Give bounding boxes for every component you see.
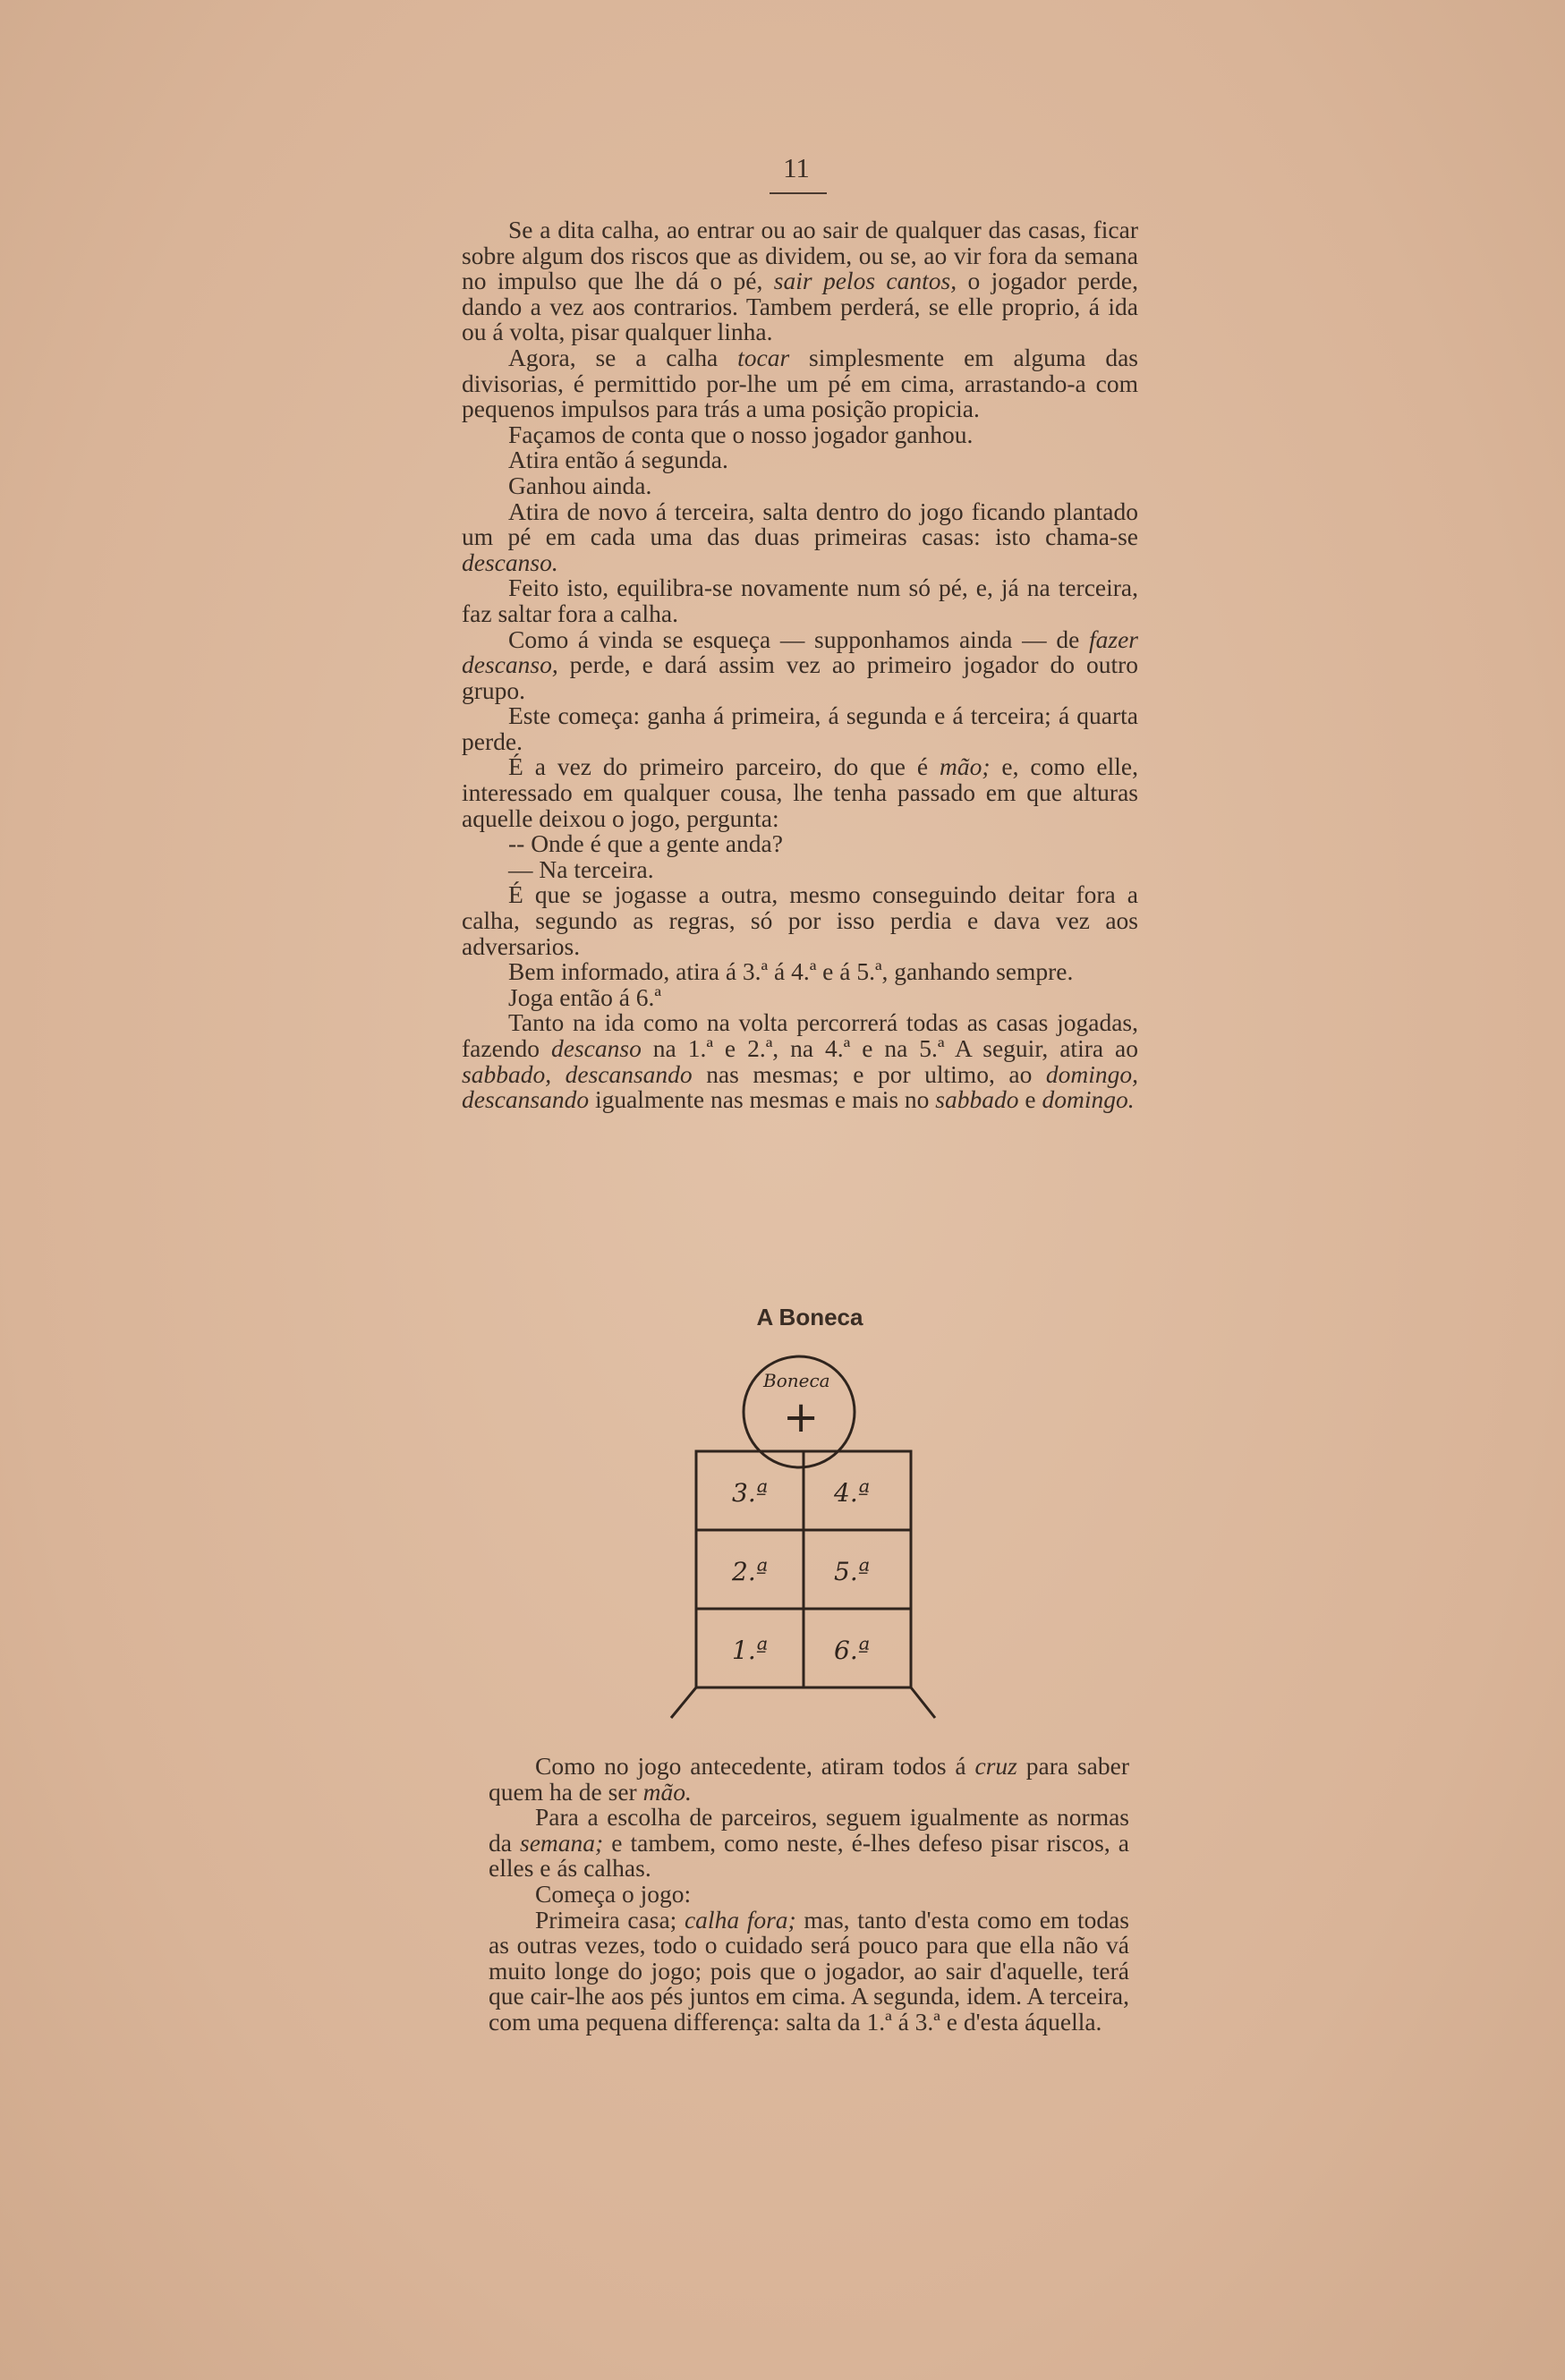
text-run: Atira então á segunda. bbox=[508, 446, 728, 474]
cell-label: 3.ª bbox=[732, 1478, 769, 1508]
text-run: e, como elle, interessado em qualquer cousa, lhe tenha passado em que alturas aquelle deixou o jogo, pergunta: bbox=[462, 752, 1138, 832]
italic-run: domingo. bbox=[1042, 1085, 1135, 1114]
text-run: igualmente nas mesmas e mais no bbox=[589, 1085, 936, 1114]
text-run: — Na terceira. bbox=[508, 854, 654, 883]
paragraph bbox=[462, 575, 1138, 626]
leg-right bbox=[911, 1687, 935, 1718]
paragraph bbox=[462, 217, 1138, 345]
italic-run: semana; bbox=[520, 1828, 604, 1857]
paragraph bbox=[462, 959, 1138, 985]
paragraph bbox=[489, 1754, 1129, 1805]
paragraph bbox=[462, 345, 1138, 422]
paragraph bbox=[462, 754, 1138, 831]
italic-run: sair pelos cantos, bbox=[773, 267, 957, 295]
text-run: o jogador perde, dando a vez aos contrarios. Tambem perderá, se elle proprio, á ida ou á volta, pisar qualquer linha. bbox=[462, 267, 1139, 346]
paragraph bbox=[462, 982, 1138, 1011]
text-run: Tanto na ida como na volta percorrerá todas as casas jogadas, fazendo bbox=[462, 1008, 1138, 1062]
italic-run: tocar bbox=[737, 343, 790, 371]
cell-label: 6.ª bbox=[834, 1636, 871, 1665]
body-text-upper bbox=[462, 217, 1138, 1113]
cell-label: 5.ª bbox=[834, 1557, 871, 1586]
text-run: Para a escolha de parceiros, seguem igualmente as normas da bbox=[489, 1803, 1129, 1857]
italic-run: domingo, descansando bbox=[462, 1059, 1138, 1114]
paragraph bbox=[462, 1010, 1138, 1112]
paragraph bbox=[462, 422, 1138, 448]
cell-label: 1.ª bbox=[732, 1636, 769, 1665]
italic-run: fazer descanso, bbox=[462, 625, 1138, 679]
paragraph bbox=[462, 499, 1138, 576]
text-run: Ganhou ainda. bbox=[508, 471, 652, 499]
text-run: Agora, se a calha bbox=[508, 343, 738, 371]
text-run: e bbox=[1018, 1085, 1042, 1114]
text-run: Se a dita calha, ao entrar ou ao sair de qualquer das casas, ficar sobre algum dos riscos que as dividem, ou se, ao vir fora da semana no impulso que lhe dá o pé, bbox=[462, 216, 1138, 295]
cross-icon: + bbox=[783, 1392, 820, 1442]
paragraph bbox=[462, 703, 1138, 754]
page-number-rule bbox=[770, 192, 827, 194]
text-run: nas mesmas; e por ultimo, ao bbox=[692, 1059, 1046, 1088]
italic-run: sabbado, descansando bbox=[462, 1059, 693, 1088]
text-run: mas, tanto d'esta como em todas as outras vezes, todo o cuidado será pouco para que ella não vá muito longe do jogo; pois que o jogador, ao sair d'aquelle, terá que cair-lhe aos pés juntos em cima. A segunda, idem. A terceira, com uma pequena differença: salta da 1.ª á 3.ª e d'esta áquella. bbox=[489, 1905, 1129, 2036]
text-run: Façamos de conta que o nosso jogador ganhou. bbox=[508, 420, 974, 448]
text-run: Este começa: ganha á primeira, á segunda e á terceira; á quarta perde. bbox=[462, 701, 1138, 755]
boneca-circle-label: Boneca bbox=[763, 1370, 830, 1391]
italic-run: mão. bbox=[642, 1777, 692, 1806]
boneca-diagram bbox=[662, 1351, 940, 1727]
page-number: 11 bbox=[783, 152, 810, 183]
section-title: A Boneca bbox=[756, 1304, 863, 1330]
text-run: Bem informado, atira á 3.ª á 4.ª e á 5.ª, ganhando sempre. bbox=[508, 957, 1074, 986]
text-run: e tambem, como neste, é-lhes defeso pisar riscos, a elles e ás calhas. bbox=[489, 1828, 1129, 1883]
italic-run: mão; bbox=[939, 752, 991, 781]
paragraph bbox=[489, 1805, 1129, 1882]
text-run: Atira de novo á terceira, salta dentro do jogo ficando plantado um pé em cada uma das duas primeiras casas: isto chama-se bbox=[462, 497, 1138, 551]
text-run: É a vez do primeiro parceiro, do que é bbox=[508, 752, 940, 781]
text-run: Começa o jogo: bbox=[535, 1879, 692, 1908]
paragraph bbox=[489, 1905, 1129, 2036]
paragraph bbox=[462, 627, 1138, 704]
italic-run: calha fora; bbox=[684, 1905, 796, 1934]
body-text-lower bbox=[489, 1754, 1129, 2036]
text-run: Primeira casa; bbox=[535, 1905, 685, 1934]
text-run: perde, e dará assim vez ao primeiro jogador do outro grupo. bbox=[462, 650, 1138, 704]
text-run: na 1.ª e 2.ª, na 4.ª e na 5.ª A seguir, atira ao bbox=[641, 1034, 1138, 1062]
cell-label: 4.ª bbox=[834, 1478, 871, 1508]
paragraph bbox=[462, 882, 1138, 959]
text-run: Feito isto, equilibra-se novamente num só pé, e, já na terceira, faz saltar fora a calha. bbox=[462, 574, 1138, 627]
text-run: É que se jogasse a outra, mesmo conseguindo deitar fora a calha, segundo as regras, só por isso perdia e dava vez aos adversarios. bbox=[462, 880, 1138, 960]
paragraph bbox=[489, 1879, 1129, 1908]
paragraph bbox=[462, 447, 1138, 473]
italic-run: sabbado bbox=[935, 1085, 1019, 1114]
boneca-diagram-svg bbox=[662, 1351, 940, 1727]
italic-run: descanso. bbox=[462, 548, 558, 576]
text-run: Como no jogo antecedente, atiram todos á bbox=[535, 1752, 975, 1780]
italic-run: cruz bbox=[974, 1752, 1017, 1780]
text-run: para saber quem ha de ser bbox=[489, 1752, 1130, 1806]
paragraph bbox=[462, 473, 1138, 499]
paragraph bbox=[462, 831, 1138, 857]
text-run: -- Onde é que a gente anda? bbox=[508, 829, 783, 858]
text-run: simplesmente em alguma das divisorias, é permittido por-lhe um pé em cima, arrastando-a com pequenos impulsos para trás a uma posição propicia. bbox=[462, 343, 1138, 423]
text-run: Como á vinda se esqueça — supponhamos ainda — de bbox=[508, 625, 1089, 653]
text-run: Joga então á 6.ª bbox=[508, 982, 662, 1011]
paragraph bbox=[462, 854, 1138, 883]
cell-label: 2.ª bbox=[732, 1557, 769, 1586]
leg-left bbox=[671, 1687, 696, 1718]
italic-run: descanso bbox=[551, 1034, 642, 1062]
